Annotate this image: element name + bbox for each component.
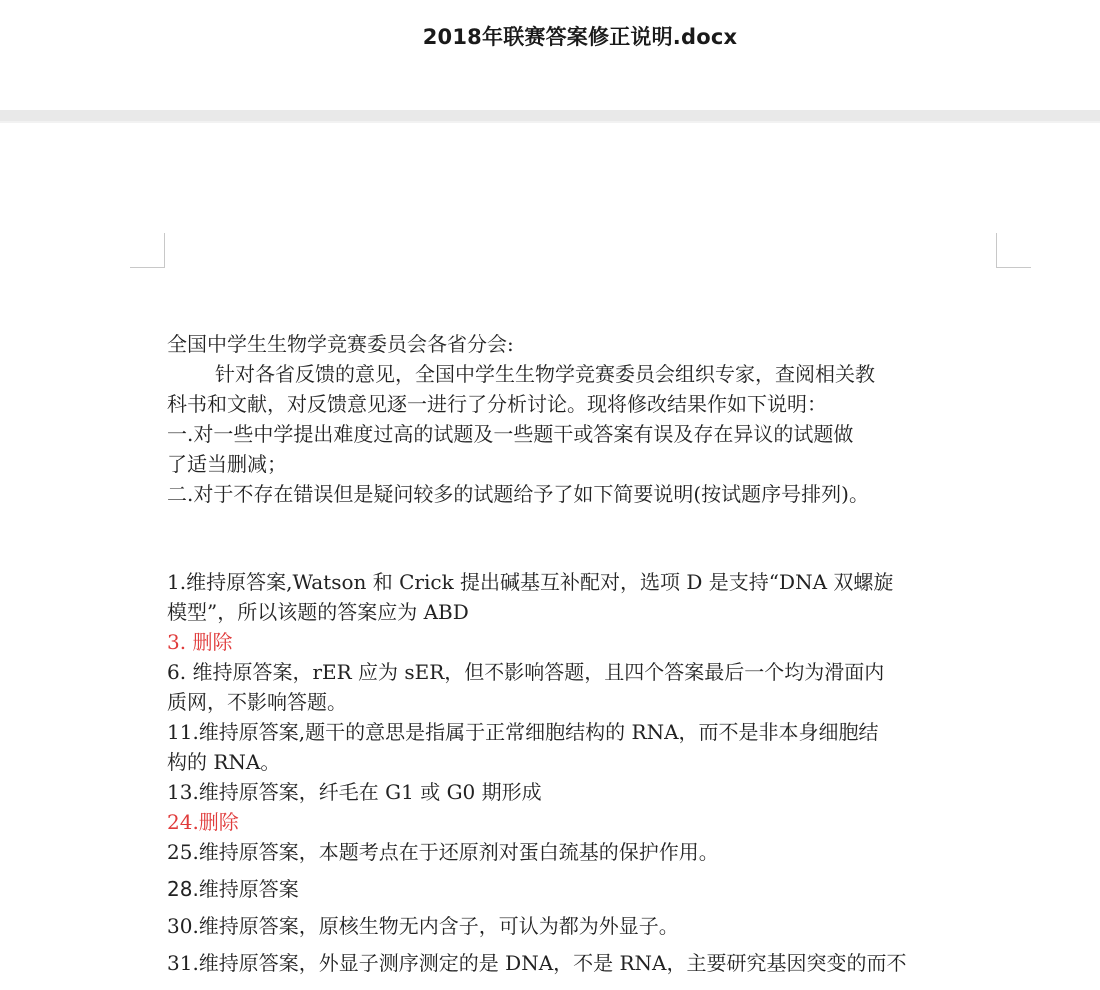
item-1-line-2: 模型”，所以该题的答案应为 ABD — [167, 600, 469, 624]
document-title: 2018年联赛答案修正说明.docx — [422, 25, 738, 49]
title-bar — [0, 0, 1100, 110]
item-25: 25.维持原答案，本题考点在于还原剂对蛋白巯基的保护作用。 — [167, 840, 719, 864]
item-6-line-1: 6. 维持原答案，rER 应为 sER，但不影响答题，且四个答案最后一个均为滑面内 — [167, 660, 885, 684]
item-11-line-1: 11.维持原答案,题干的意思是指属于正常细胞结构的 RNA，而不是非本身细胞结 — [167, 720, 879, 744]
item-31-line-1: 31.维持原答案，外显子测序测定的是 DNA，不是 RNA，主要研究基因突变的而不 — [167, 951, 907, 975]
right-margin-crop-mark — [996, 233, 1031, 268]
item-13: 13.维持原答案，纤毛在 G1 或 G0 期形成 — [167, 780, 542, 804]
item-6-line-2: 质网，不影响答题。 — [167, 690, 347, 714]
item-11-line-2: 构的 RNA。 — [167, 750, 281, 774]
left-margin-crop-mark — [130, 233, 165, 268]
document-page — [0, 123, 1100, 990]
document-body — [167, 329, 1027, 978]
item-1-line-1: 1.维持原答案,Watson 和 Crick 提出碱基互补配对，选项 D 是支持“DNA 双螺旋 — [167, 570, 894, 594]
point-one-line-2: 了适当删减； — [167, 452, 287, 476]
point-two-line-1: 二.对于不存在错误但是疑问较多的试题给予了如下简要说明(按试题序号排列)。 — [167, 482, 869, 506]
paragraph-gap — [167, 509, 1027, 567]
item-28: 28.维持原答案 — [167, 877, 299, 901]
toolbar-separator — [0, 110, 1100, 123]
item-30: 30.维持原答案，原核生物无内含子，可认为都为外显子。 — [167, 914, 679, 938]
item-3-deleted: 3. 删除 — [167, 630, 233, 654]
point-one-line-1: 一.对一些中学提出难度过高的试题及一些题干或答案有误及存在异议的试题做 — [167, 422, 854, 446]
item-24-deleted: 24.删除 — [167, 810, 239, 834]
salutation: 全国中学生生物学竞赛委员会各省分会: — [167, 332, 514, 356]
intro-paragraph-line-1: 针对各省反馈的意见，全国中学生生物学竞赛委员会组织专家，查阅相关教 — [215, 362, 875, 386]
intro-paragraph-line-2: 科书和文献，对反馈意见逐一进行了分析讨论。现将修改结果作如下说明： — [167, 392, 827, 416]
